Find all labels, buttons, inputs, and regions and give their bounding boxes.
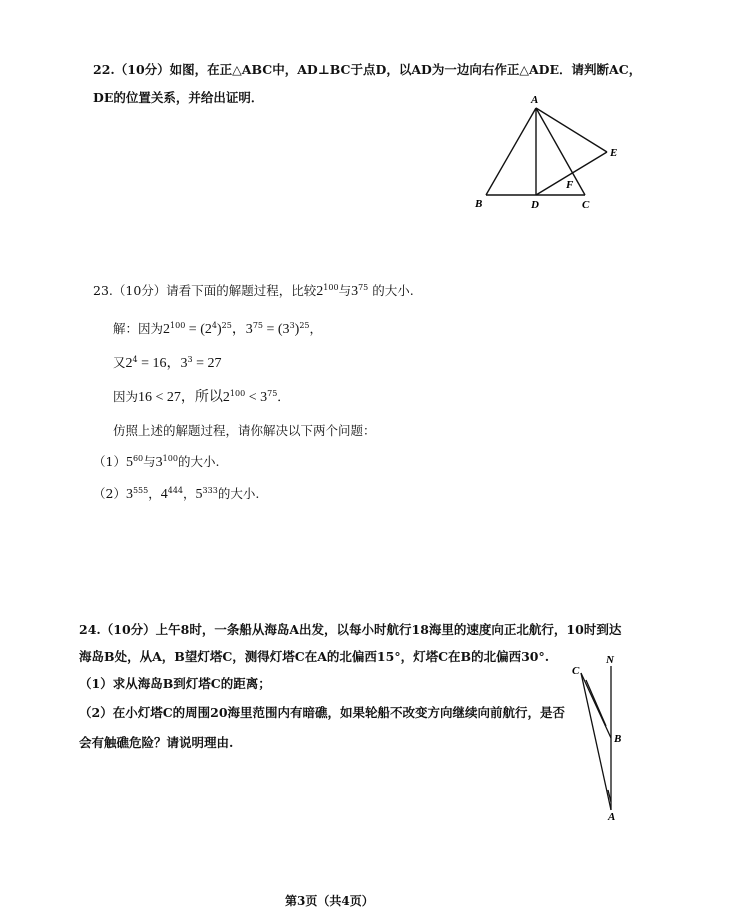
line-ca (581, 673, 611, 810)
label-f: F (566, 179, 574, 191)
line-cb (581, 673, 611, 738)
q24-line3: （1）求从海岛B到灯塔C的距离； (79, 676, 271, 691)
q23-problem1: $(1)5^{60}$与$3^{100}$的大小. (93, 453, 220, 470)
q23-imitate: 仿照上述的解题过程，请你解决以下两个问题： (113, 423, 376, 438)
page-footer: 第3页（共4页） (285, 894, 374, 908)
label-d: D (531, 199, 539, 211)
q24-line5: 会有触礁危险？请说明理由. (79, 735, 234, 750)
q23-solution-line3: 因为16 < 27，所以$2^{100} < 3^{75}$． (113, 388, 290, 405)
edge-ae (536, 108, 607, 152)
q23-problem2: $(2)3^{555}$，$4^{444}$，$5^{333}$的大小. (93, 485, 260, 502)
q24-line4: （2）在小灯塔C的周围20海里范围内有暗礁，如果轮船不改变方向继续向前航行，是否 (79, 705, 566, 720)
q22-line2: DE的位置关系，并给出证明． (93, 90, 264, 105)
label-n: N (606, 654, 614, 666)
q23-intro: 23.（10分）请看下面的解题过程，比较$2^{100}$与$3^{75}$ 的大小. (93, 282, 414, 299)
q22-line1: 22.（10分）如图，在正△ABC中，AD⊥BC于点D，以AD为一边向右作正△ADE．请判断AC， (93, 62, 642, 77)
label-e: E (610, 147, 618, 159)
label-a: A (608, 811, 616, 823)
line-cb-parallel (586, 680, 606, 726)
q23-solution-line1: 解：因为$2^{100} = (2^4)^{25}$，$3^{75} = (3^3)^{25}$， (113, 320, 323, 337)
q22-triangle-figure (470, 90, 620, 215)
label-a: A (531, 94, 539, 106)
label-c: C (572, 665, 580, 677)
label-b: B (475, 198, 483, 210)
edge-ac (536, 108, 585, 195)
label-c: C (582, 199, 590, 211)
label-b: B (614, 733, 622, 745)
q24-line2: 海岛B处，从A，B望灯塔C，测得灯塔C在A的北偏西15°，灯塔C在B的北偏西30°. (79, 649, 550, 664)
edge-ab (486, 108, 536, 195)
q23-solution-line2: 又$2^4 = 16$，$3^3 = 27$ (113, 354, 222, 371)
q24-line1: 24.（10分）上午8时，一条船从海岛A出发，以每小时航行18海里的速度向正北航行，10时到达 (79, 622, 622, 637)
q24-navigation-figure (560, 650, 640, 825)
